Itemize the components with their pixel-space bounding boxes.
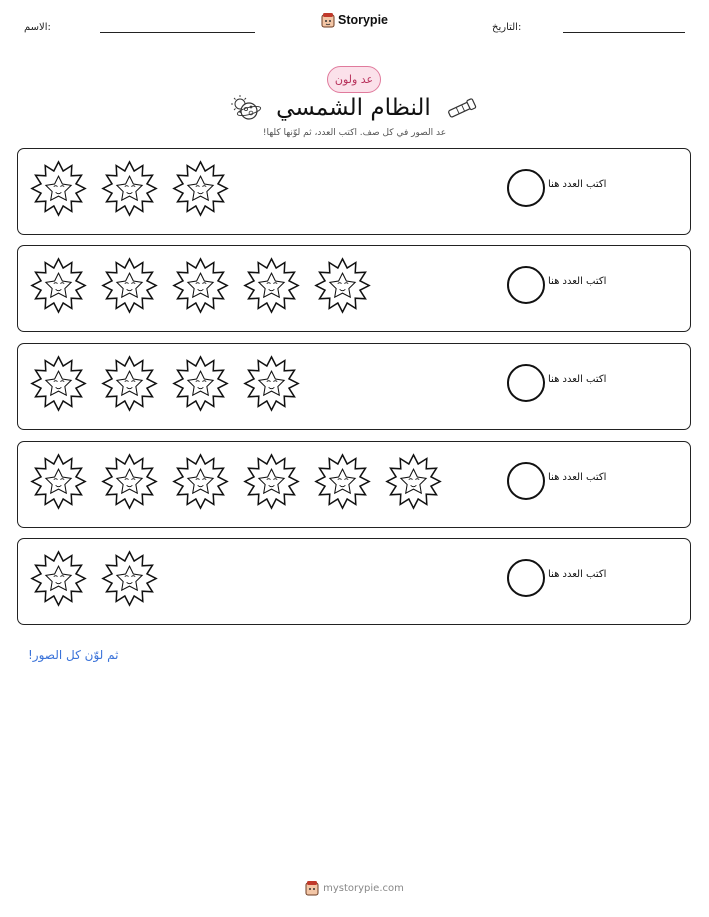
sun-icon xyxy=(385,453,442,510)
sun-icon xyxy=(314,257,371,314)
answer-circle[interactable] xyxy=(507,364,545,402)
answer-prompt: اكتب العدد هنا xyxy=(548,179,607,190)
sun-icon xyxy=(30,160,87,217)
sun-icon xyxy=(30,550,87,607)
answer-circle[interactable] xyxy=(507,462,545,500)
counting-row xyxy=(17,538,691,625)
name-line[interactable] xyxy=(100,32,255,33)
sun-icon xyxy=(101,453,158,510)
sun-group xyxy=(30,355,300,412)
sun-icon xyxy=(30,257,87,314)
storypie-logo-icon xyxy=(305,880,319,896)
answer-prompt: اكتب العدد هنا xyxy=(548,569,607,580)
counting-row xyxy=(17,343,691,430)
date-label: التاريخ: xyxy=(492,22,522,33)
date-line[interactable] xyxy=(563,32,685,33)
sun-icon xyxy=(30,355,87,412)
sun-icon xyxy=(314,453,371,510)
instructions-text: عد الصور في كل صف. اكتب العدد، ثم لوّنها كلها! xyxy=(262,128,447,138)
answer-circle[interactable] xyxy=(507,169,545,207)
answer-prompt: اكتب العدد هنا xyxy=(548,472,607,483)
sun-group xyxy=(30,257,371,314)
name-label: الاسم: xyxy=(24,22,51,33)
sun-icon xyxy=(30,453,87,510)
sun-icon xyxy=(172,355,229,412)
counting-row xyxy=(17,148,691,235)
sun-group xyxy=(30,160,229,217)
answer-circle[interactable] xyxy=(507,559,545,597)
worksheet-title: النظام الشمسي xyxy=(276,95,431,121)
sun-icon xyxy=(172,257,229,314)
brand-logo xyxy=(0,12,709,32)
sun-group xyxy=(30,453,442,510)
sun-icon xyxy=(101,355,158,412)
sun-group xyxy=(30,550,158,607)
sun-icon xyxy=(172,453,229,510)
title-bar xyxy=(0,94,709,128)
closing-note: ثم لوّن كل الصور! xyxy=(28,648,119,662)
sun-icon xyxy=(172,160,229,217)
sun-icon xyxy=(243,355,300,412)
counting-row xyxy=(17,441,691,528)
counting-row xyxy=(17,245,691,332)
sun-icon xyxy=(101,257,158,314)
sun-icon xyxy=(101,550,158,607)
answer-prompt: اكتب العدد هنا xyxy=(548,276,607,287)
answer-prompt: اكتب العدد هنا xyxy=(548,374,607,385)
planet-sun-icon xyxy=(230,94,262,122)
storypie-logo-icon xyxy=(321,12,335,28)
answer-circle[interactable] xyxy=(507,266,545,304)
activity-badge: عد ولون xyxy=(327,66,381,93)
sun-icon xyxy=(243,453,300,510)
brand-name: Storypie xyxy=(337,13,388,27)
telescope-icon xyxy=(445,97,479,119)
site-footer xyxy=(0,880,709,900)
sun-icon xyxy=(243,257,300,314)
sun-icon xyxy=(101,160,158,217)
site-url: mystorypie.com xyxy=(323,882,404,894)
